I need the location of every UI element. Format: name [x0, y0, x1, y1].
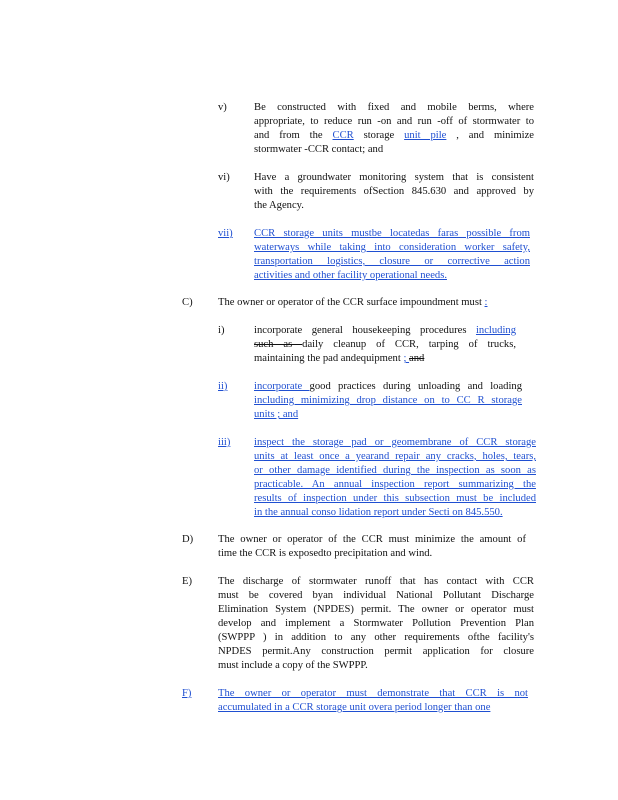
inserted-text: including: [475, 325, 516, 336]
text-line: [254, 227, 530, 241]
text-line: [254, 199, 534, 213]
item-text-v: [254, 101, 534, 157]
text-line: [218, 575, 534, 589]
body-text: Elimination System (NPDES) permit. The owner or operator must: [218, 604, 534, 615]
body-text: Have a groundwater monitoring system that is consistent: [254, 172, 534, 183]
text-line: [218, 617, 534, 631]
text-line: [254, 171, 534, 185]
text-line: [218, 547, 526, 561]
text-line: [254, 352, 516, 366]
text-line: [254, 436, 536, 450]
item-label-e: E): [182, 576, 192, 587]
text-line: [254, 492, 536, 506]
body-text: maintaining the pad andequipment: [254, 353, 404, 364]
inserted-text: :: [484, 297, 488, 308]
item-text-e: [218, 575, 534, 673]
inserted-text: in the annual conso lidation report under Secti on 845.550.: [254, 507, 503, 518]
text-line: [254, 129, 534, 143]
body-text: The discharge of stormwater runoff that has contact with CCR: [218, 576, 534, 587]
body-text: time the CCR is exposedto precipitation and wind.: [218, 548, 433, 559]
text-line: [254, 115, 534, 129]
text-line: [254, 478, 536, 492]
text-line: [254, 241, 530, 255]
text-line: [254, 255, 530, 269]
body-text: the Agency.: [254, 200, 304, 211]
body-text: good practices during unloading and loading: [309, 381, 522, 392]
item-text-c-iii: [254, 436, 536, 520]
item-text-vi: [254, 171, 534, 213]
body-text: , and minimize: [446, 130, 535, 141]
text-line: [254, 101, 534, 115]
inserted-text: results of inspection under this subsection must be included: [254, 493, 536, 504]
body-text: develop and implement a Stormwater Pollution Prevention Plan: [218, 618, 534, 629]
inserted-text: waterways while taking into consideration worker safety,: [254, 242, 530, 253]
text-line: [254, 464, 536, 478]
text-line: [254, 394, 522, 408]
inserted-text: practicable. An annual inspection report summarizing the: [254, 479, 536, 490]
body-text: appropriate, to reduce run -on and run -off of stormwater to: [254, 116, 534, 127]
text-line: [254, 408, 522, 422]
body-text: The owner or operator of the CCR must minimize the amount of: [218, 534, 526, 545]
text-line: [218, 645, 534, 659]
text-line: [254, 185, 534, 199]
inserted-text: inspect the storage pad or geomembrane of CCR storage: [254, 437, 536, 448]
body-text: (SWPPP ) in addition to any other requirements ofthe facility's: [218, 632, 534, 643]
item-label-c-iii: iii): [218, 437, 231, 448]
body-text: and from the: [254, 130, 333, 141]
text-line: [254, 380, 522, 394]
body-text: stormwater -CCR contact; and: [254, 144, 384, 155]
text-line: [254, 338, 516, 352]
inserted-text: transportation logistics, closure or corrective action: [254, 256, 530, 267]
inserted-text: unit pile: [404, 130, 447, 141]
text-line: [218, 296, 526, 310]
inserted-text: The owner or operator must demonstrate that CCR is not: [218, 688, 528, 699]
item-label-vii: vii): [218, 228, 233, 239]
text-line: [218, 631, 534, 645]
item-text-f: [218, 687, 528, 715]
text-line: [218, 659, 534, 673]
text-line: [218, 603, 534, 617]
item-label-vi: vi): [218, 172, 230, 183]
text-line: [254, 269, 530, 283]
item-text-vii: [254, 227, 530, 283]
text-line: [218, 589, 534, 603]
body-text: daily cleanup of CCR, tarping of trucks,: [302, 339, 516, 350]
text-line: [218, 533, 526, 547]
text-line: [254, 506, 536, 520]
body-text: with the requirements ofSection 845.630 and approved by: [254, 186, 534, 197]
inserted-text: including minimizing drop distance on to CC R storage: [254, 395, 522, 406]
body-text: incorporate general housekeeping procedures: [254, 325, 476, 336]
item-text-c-i: [254, 324, 516, 366]
body-text: The owner or operator of the CCR surface impoundment must: [218, 297, 485, 308]
item-text-c: [218, 296, 526, 310]
text-line: [254, 450, 536, 464]
item-label-d: D): [182, 534, 194, 545]
inserted-text: accumulated in a CCR storage unit overa period longer than one: [218, 702, 491, 713]
inserted-text: or other damage identified during the inspection as soon as: [254, 465, 536, 476]
inserted-text: CCR: [332, 130, 354, 141]
inserted-text: CCR storage units mustbe locatedas faras possible from: [254, 228, 530, 239]
inserted-text: incorporate: [254, 381, 310, 392]
body-text: must include a copy of the SWPPP.: [218, 660, 368, 671]
item-label-c-i: i): [218, 325, 225, 336]
inserted-text: units ; and: [254, 409, 299, 420]
text-line: [218, 687, 528, 701]
item-label-v: v): [218, 102, 227, 113]
deleted-text: and: [409, 353, 425, 364]
inserted-text: units at least once a yearand repair any cracks, holes, tears,: [254, 451, 536, 462]
deleted-text: such as: [254, 339, 303, 350]
item-label-c-ii: ii): [218, 381, 228, 392]
inserted-text: activities and other facility operational needs.: [254, 270, 447, 281]
text-line: [218, 701, 528, 715]
text-line: [254, 324, 516, 338]
body-text: NPDES permit.Any construction permit application for closure: [218, 646, 534, 657]
item-text-d: [218, 533, 526, 561]
body-text: must be covered byan individual National Pollutant Discharge: [218, 590, 534, 601]
item-label-c: C): [182, 297, 193, 308]
text-line: [254, 143, 534, 157]
item-label-f: F): [182, 688, 192, 699]
item-text-c-ii: [254, 380, 522, 422]
body-text: storage: [353, 130, 405, 141]
inserted-text: ;: [403, 353, 410, 364]
body-text: Be constructed with fixed and mobile berms, where: [254, 102, 534, 113]
